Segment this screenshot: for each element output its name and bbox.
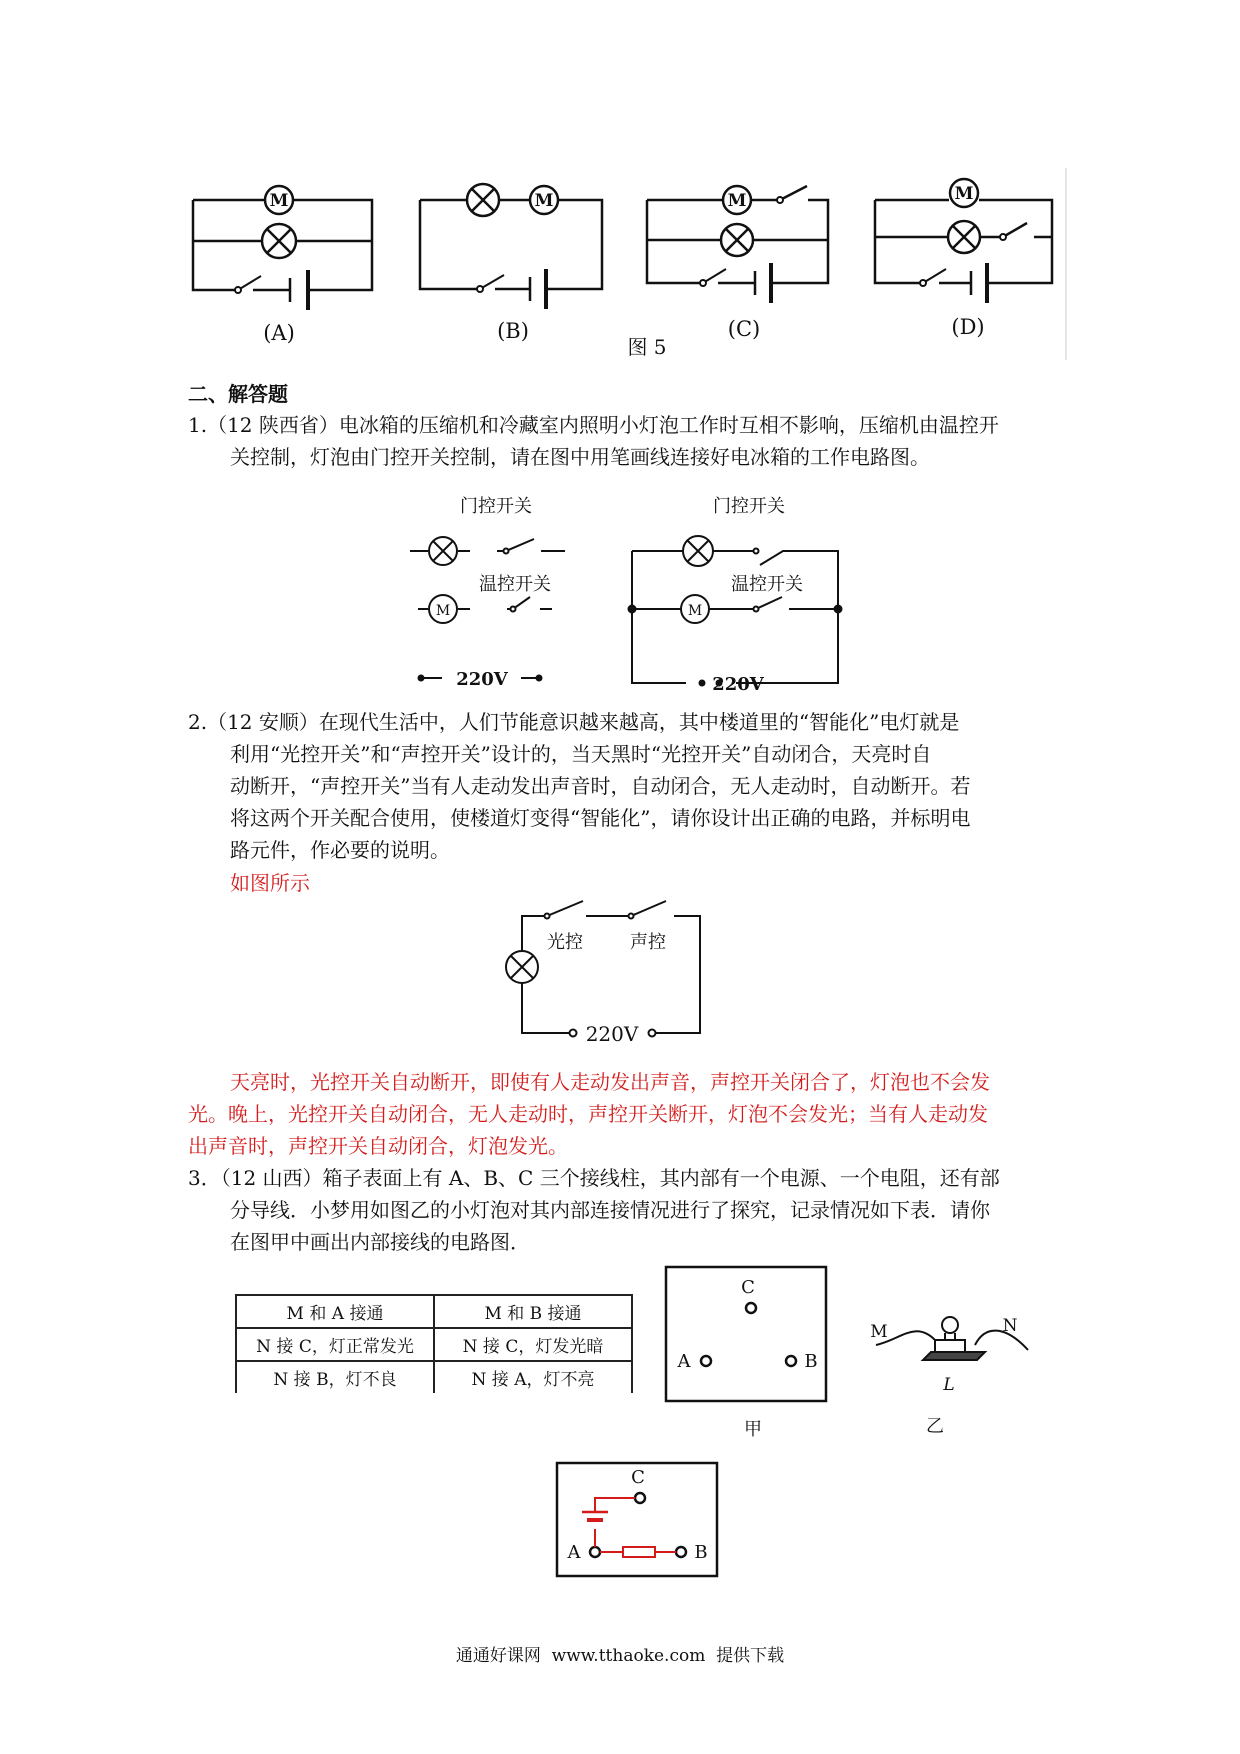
answer-terminal-c: C: [631, 1467, 645, 1488]
page-footer: 通通好课网 www.tthaoke.com 提供下载: [455, 1646, 785, 1666]
answer-terminal-b: B: [694, 1542, 708, 1563]
q1-left-door-switch-label: 门控开关: [460, 496, 532, 517]
figure-5-caption: 图 5: [627, 335, 667, 359]
q1-line-2: 关控制，灯泡由门控开关控制，请在图中用笔画线连接好电冰箱的工作电路图。: [230, 445, 930, 469]
table-cell: N 接 C，灯正常发光: [236, 1328, 434, 1361]
answer-terminal-a: A: [567, 1542, 581, 1563]
bulb-label-m: M: [870, 1322, 888, 1342]
circuit-c-label: (C): [727, 317, 761, 341]
q1-left-temp-switch-label: 温控开关: [479, 574, 551, 595]
table-header-cell: M 和 A 接通: [236, 1295, 434, 1328]
jia-terminal-b: B: [804, 1351, 818, 1372]
section-heading: 二、解答题: [188, 382, 288, 406]
jia-terminal-a: A: [677, 1351, 691, 1372]
q2-explanation-2: 光。晚上，光控开关自动闭合，无人走动时，声控开关断开，灯泡不会发光；当有人走动发: [188, 1102, 988, 1126]
table-cell: N 接 B，灯不良: [236, 1361, 434, 1393]
motor-d-label: M: [954, 184, 974, 204]
figure-jia-caption: 甲: [744, 1419, 762, 1440]
q2-line-3: 动断开，“声控开关”当有人走动发出声音时，自动闭合，无人走动时，自动断开。若: [230, 774, 971, 798]
table-cell: N 接 C，灯发光暗: [434, 1328, 632, 1361]
circuit-d-label: (D): [951, 315, 985, 339]
q3-line-1: 3．（12 山西）箱子表面上有 A、B、C 三个接线柱，其内部有一个电源、一个电阻，还有部: [188, 1166, 1000, 1190]
q1-line-1: 1.（12 陕西省）电冰箱的压缩机和冷藏室内照明小灯泡工作时互相不影响，压缩机由温控开: [188, 413, 999, 437]
jia-terminal-c: C: [741, 1277, 755, 1298]
bulb-label-l: L: [943, 1375, 955, 1395]
motor-b-label: M: [534, 191, 554, 211]
q2-line-4: 将这两个开关配合使用，使楼道灯变得“智能化”，请你设计出正确的电路，并标明电: [230, 806, 971, 830]
q1-right-voltage-label: 220V: [712, 674, 764, 695]
q2-line-1: 2.（12 安顺）在现代生活中，人们节能意识越来越高，其中楼道里的“智能化”电灯就是: [188, 710, 960, 734]
figure-yi-caption: 乙: [926, 1416, 944, 1437]
q2-light-switch-label: 光控: [547, 932, 583, 953]
q1-right-temp-switch-label: 温控开关: [731, 574, 803, 595]
circuit-b-label: (B): [497, 319, 529, 343]
q2-line-2: 利用“光控开关”和“声控开关”设计的，当天黑时“光控开关”自动闭合，天亮时自: [230, 742, 932, 766]
q2-line-5: 路元件，作必要的说明。: [230, 838, 450, 862]
q2-voltage-label: 220V: [585, 1022, 639, 1046]
q1-left-motor-label: M: [435, 603, 451, 619]
q2-sound-switch-label: 声控: [630, 932, 666, 953]
q2-explanation-1: 天亮时，光控开关自动断开，即使有人走动发出声音，声控开关闭合了，灯泡也不会发: [230, 1070, 990, 1094]
motor-c-label: M: [727, 191, 747, 211]
q3-line-2: 分导线．小梦用如图乙的小灯泡对其内部连接情况进行了探究，记录情况如下表．请你: [230, 1198, 990, 1222]
bulb-label-n: N: [1002, 1316, 1018, 1336]
q1-left-voltage-label: 220V: [456, 669, 508, 690]
table-header-cell: M 和 B 接通: [434, 1295, 632, 1328]
table-cell: N 接 A，灯不亮: [434, 1361, 632, 1393]
q1-right-door-switch-label: 门控开关: [713, 496, 785, 517]
q2-answer-intro: 如图所示: [230, 871, 310, 895]
q3-line-3: 在图甲中画出内部接线的电路图．: [230, 1230, 530, 1254]
circuit-a-label: (A): [263, 321, 295, 345]
q1-right-motor-label: M: [687, 603, 703, 619]
q2-explanation-3: 出声音时，声控开关自动闭合，灯泡发光。: [188, 1134, 568, 1158]
motor-a-label: M: [269, 191, 289, 211]
